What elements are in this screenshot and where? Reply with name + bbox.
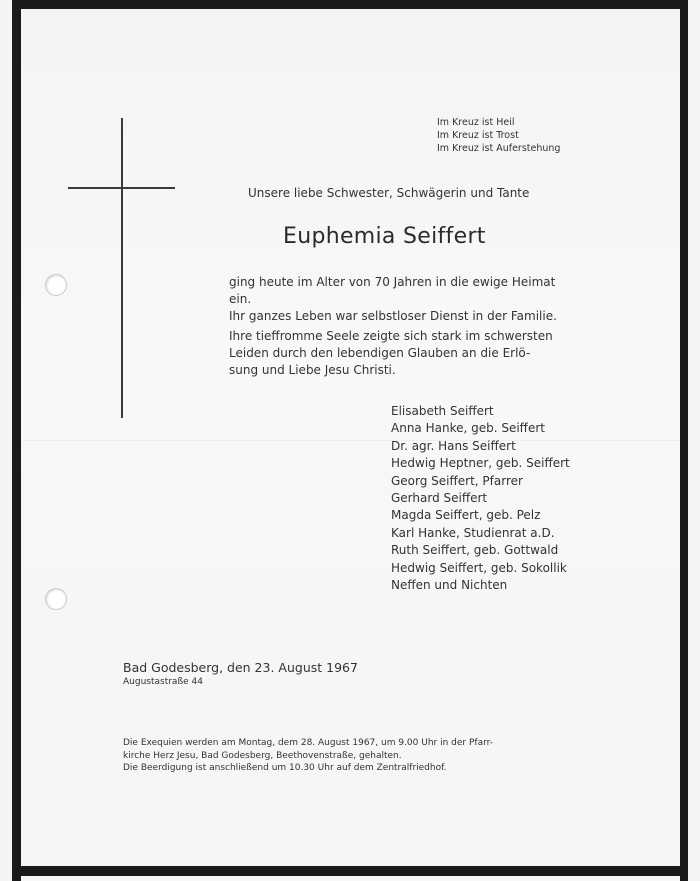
paragraph-faith — [229, 328, 589, 379]
mourners-list — [391, 403, 570, 594]
mourner-name: Georg Seiffert, Pfarrer — [391, 473, 523, 488]
paragraph-line: ging heute im Alter von 70 Jahren in die ewige Heimat — [229, 275, 556, 289]
mourner-name: Elisabeth Seiffert — [391, 404, 494, 418]
mourning-border-right — [680, 0, 688, 881]
address: Augustastraße 44 — [123, 677, 203, 687]
mourner-name: Gerhard Seiffert — [391, 491, 488, 506]
mourner-name: Karl Hanke, Studienrat a.D. — [391, 525, 555, 540]
motto-line: Im Kreuz ist Auferstehung — [437, 143, 561, 154]
paragraph-line: ein. — [229, 292, 252, 306]
deceased-name: Euphemia Seiffert — [283, 224, 486, 249]
punch-hole-upper — [45, 274, 67, 296]
punch-hole-lower — [45, 588, 67, 610]
mourning-border-left — [12, 0, 21, 881]
motto-block — [437, 116, 560, 155]
motto-line: Im Kreuz ist Trost — [437, 130, 519, 141]
paragraph-line: Leiden durch den lebendigen Glauben an die Erlö- — [229, 346, 531, 360]
mourner-name: Neffen und Nichten — [391, 578, 508, 593]
notice-line: Die Beerdigung ist anschließend um 10.30 Uhr auf dem Zentralfriedhof. — [123, 763, 447, 773]
paragraph-line: sung und Liebe Jesu Christi. — [229, 363, 396, 377]
paragraph-line: Ihr ganzes Leben war selbstloser Dienst in der Familie. — [229, 309, 557, 323]
paper-fold — [21, 440, 680, 441]
motto-line: Im Kreuz ist Heil — [437, 117, 515, 128]
intro-line: Unsere liebe Schwester, Schwägerin und Tante — [248, 186, 530, 200]
notice-line: Die Exequien werden am Montag, dem 28. August 1967, um 9.00 Uhr in der Pfarr- — [123, 738, 493, 748]
funeral-notice — [123, 737, 613, 775]
mourner-name: Anna Hanke, geb. Seiffert — [391, 421, 545, 436]
mourner-name: Magda Seiffert, geb. Pelz — [391, 508, 541, 523]
cross-icon-vertical — [121, 118, 123, 418]
scan-margin-left — [0, 0, 12, 881]
scan-margin-right — [688, 0, 700, 881]
mourning-border-bottom — [12, 866, 688, 876]
mourner-name: Ruth Seiffert, geb. Gottwald — [391, 543, 559, 558]
paragraph-life — [229, 274, 589, 325]
mourner-name: Hedwig Seiffert, geb. Sokollik — [391, 560, 567, 575]
mourner-name: Dr. agr. Hans Seiffert — [391, 438, 516, 453]
mourner-name: Hedwig Heptner, geb. Seiffert — [391, 456, 570, 471]
notice-line: kirche Herz Jesu, Bad Godesberg, Beethovenstraße, gehalten. — [123, 750, 402, 761]
cross-icon-horizontal — [68, 187, 175, 189]
place-and-date: Bad Godesberg, den 23. August 1967 — [123, 660, 358, 675]
mourning-border-top — [12, 0, 688, 9]
paragraph-line: Ihre tieffromme Seele zeigte sich stark im schwersten — [229, 329, 553, 343]
